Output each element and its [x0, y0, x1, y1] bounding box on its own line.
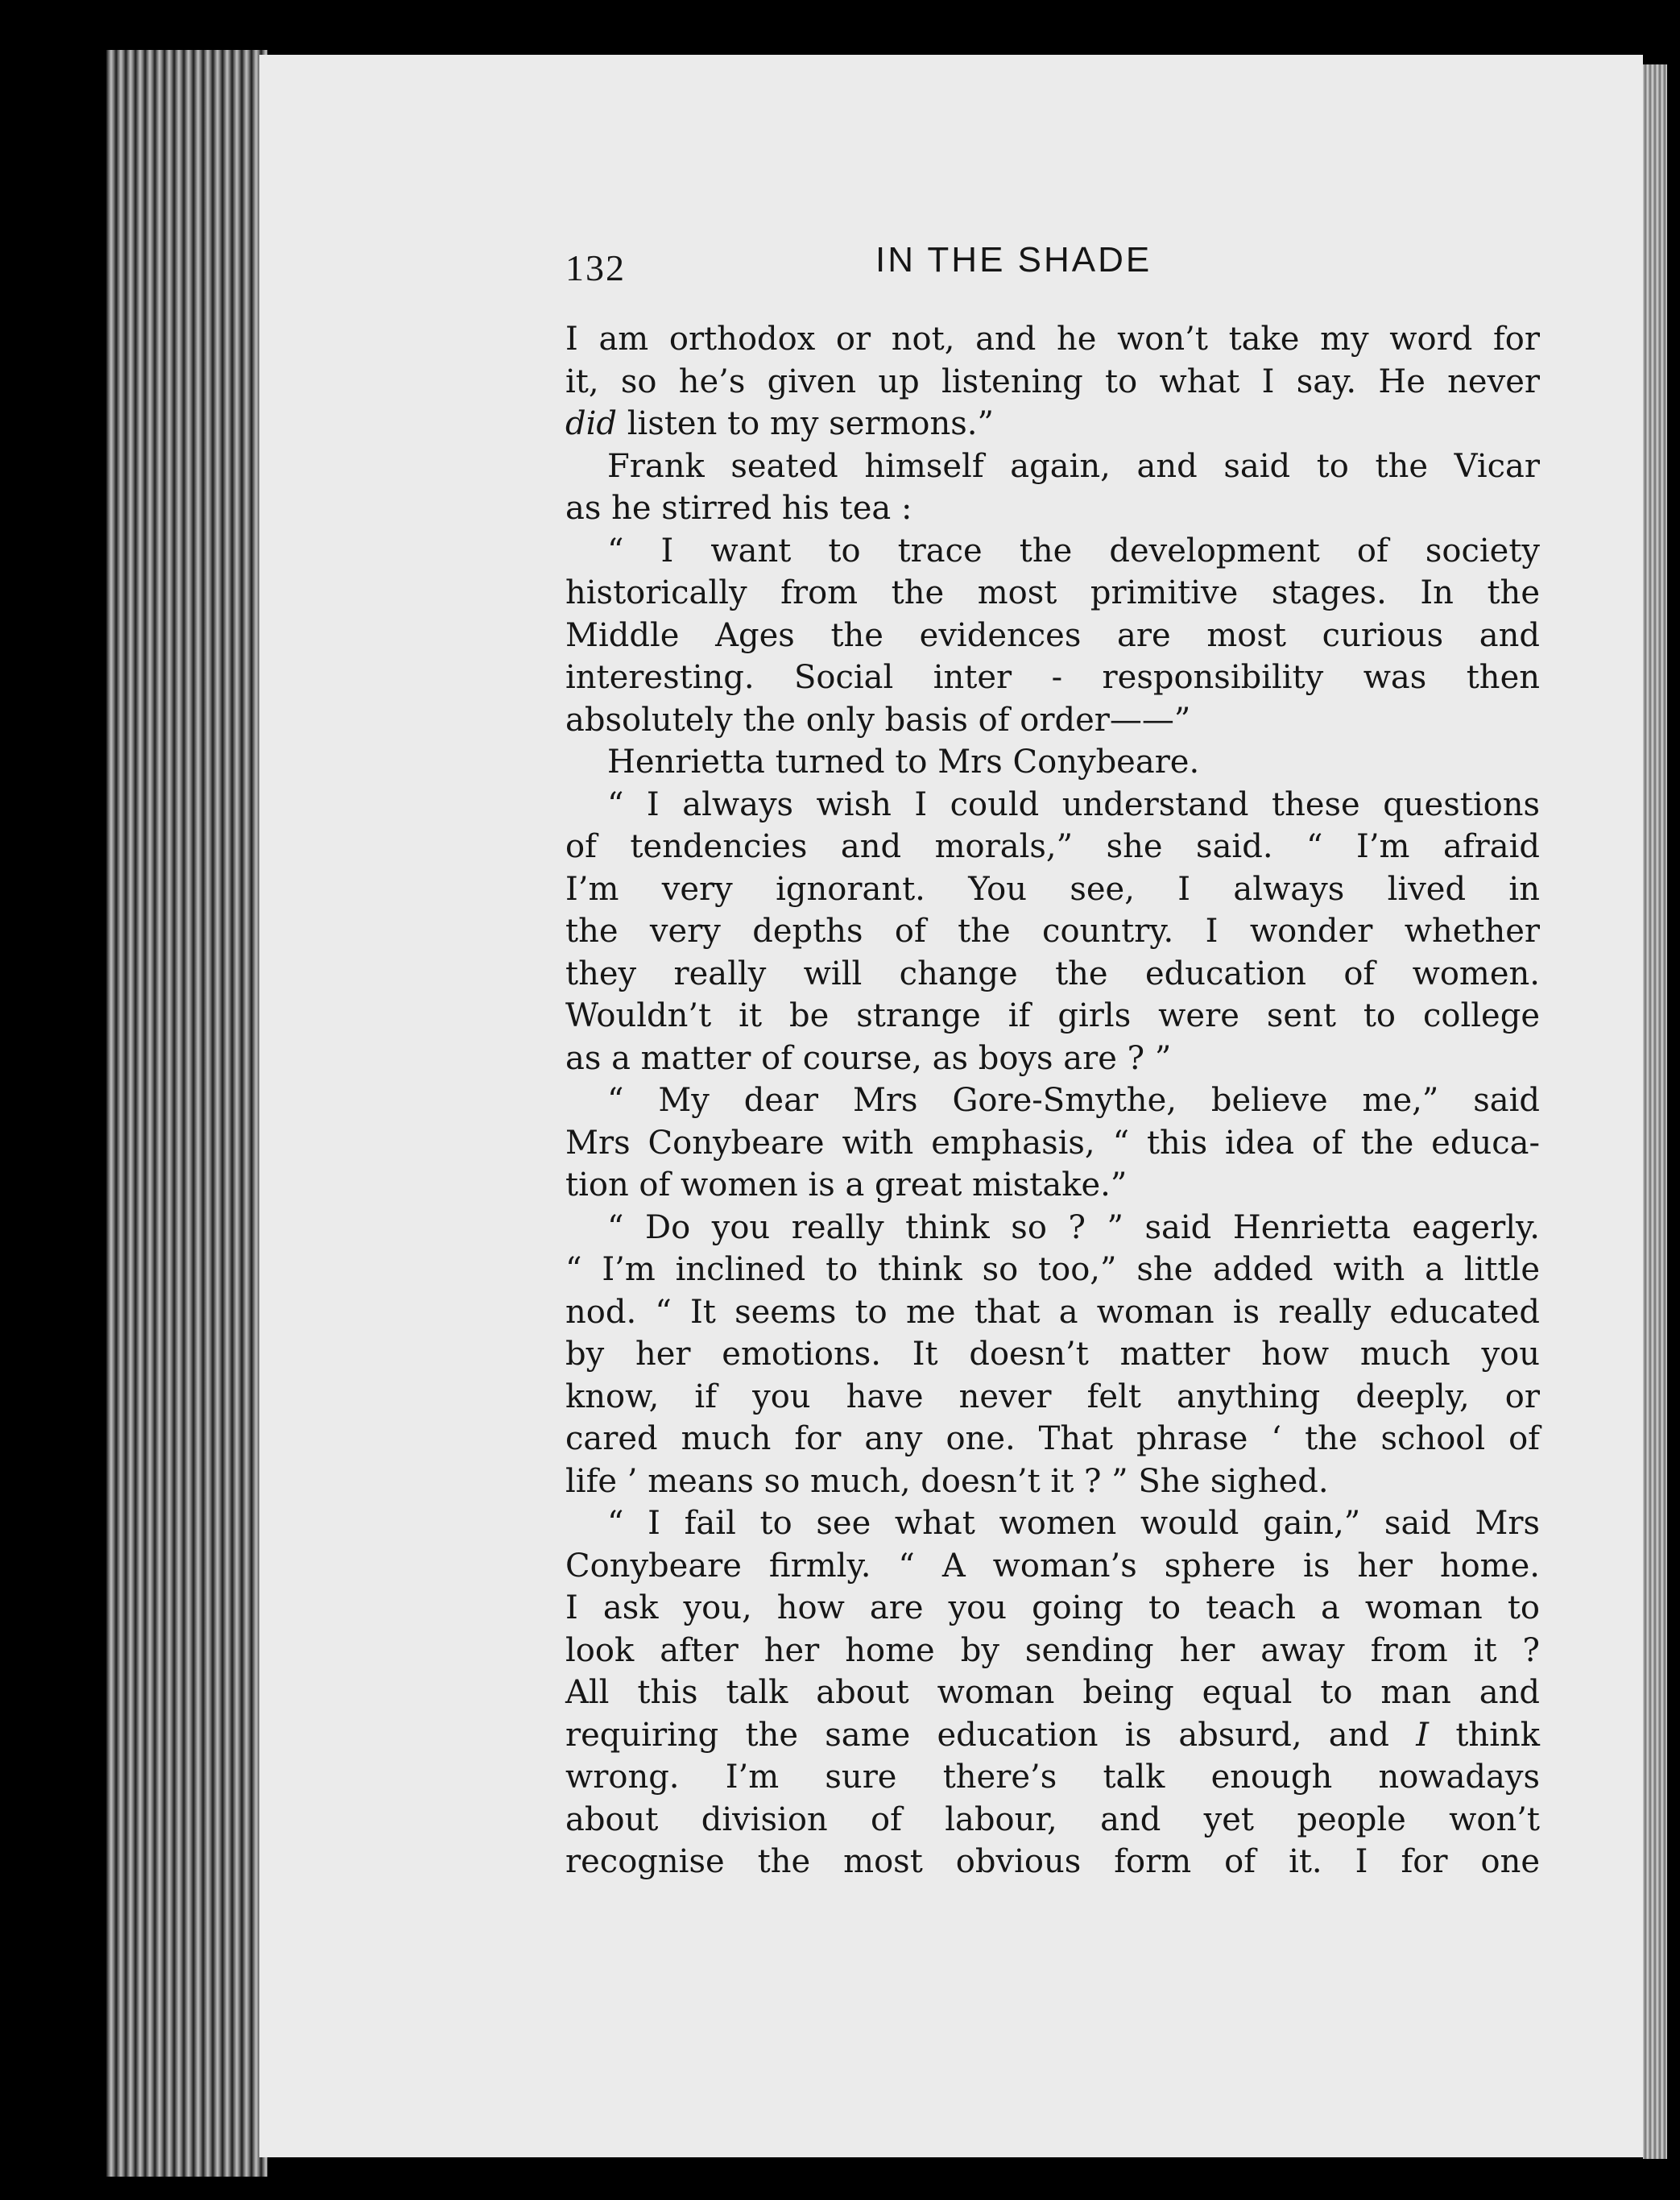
text-line: I ask you, how are you going to teach a woman to — [565, 1589, 1540, 1626]
text-line: as he stirred his tea : — [565, 490, 912, 527]
text-line: by her emotions. It doesn’t matter how much you — [565, 1336, 1540, 1373]
text-line-end: think — [1455, 1716, 1540, 1754]
text-line: wrong. I’m sure there’s talk enough nowadays — [565, 1759, 1540, 1796]
text-line — [565, 1714, 1540, 1757]
text-line: life ’ means so much, doesn’t it ? ” She sighed. — [565, 1462, 1329, 1500]
text-line: Mrs Conybeare with emphasis, “ this idea of the educa- — [565, 1124, 1540, 1162]
text-line: “ Do you really think so ? ” said Henrietta eagerly. — [607, 1208, 1540, 1246]
text-line: I’m very ignorant. You see, I always lived in — [565, 870, 1540, 908]
text-line: “ My dear Mrs Gore-Smythe, believe me,” said — [607, 1082, 1540, 1119]
text-line: know, if you have never felt anything deeply, or — [565, 1378, 1540, 1415]
text-line: “ I fail to see what women would gain,” said Mrs — [607, 1505, 1540, 1542]
text-line: it, so he’s given up listening to what I say. He never — [565, 363, 1540, 400]
page-number: 132 — [565, 247, 626, 288]
text-line: absolutely the only basis of order——” — [565, 701, 1191, 739]
text-line: nod. “ It seems to me that a woman is really educated — [565, 1293, 1540, 1331]
text-line: of tendencies and morals,” she said. “ I’m afraid — [565, 828, 1540, 865]
text-line — [565, 403, 1540, 445]
emphasis-I: I — [1416, 1716, 1430, 1754]
text-line: the very depths of the country. I wonder whether — [565, 913, 1540, 950]
text-line-start: requiring the same education is absurd, and — [565, 1716, 1390, 1754]
text-line: “ I want to trace the development of society — [607, 532, 1540, 570]
emphasis-did: did — [565, 405, 618, 442]
text-line: Middle Ages the evidences are most curious and — [565, 616, 1540, 654]
text-line: about division of labour, and yet people won’t — [565, 1800, 1540, 1838]
page-header — [565, 240, 1548, 296]
text-line: Henrietta turned to Mrs Conybeare. — [607, 744, 1200, 781]
text-line: Wouldn’t it be strange if girls were sent to college — [565, 997, 1540, 1034]
text-line: All this talk about woman being equal to man and — [565, 1674, 1540, 1711]
text-line: I am orthodox or not, and he won’t take my word for — [565, 321, 1540, 358]
text-line: tion of women is a great mistake.” — [565, 1166, 1128, 1204]
text-line: historically from the most primitive stages. In the — [565, 574, 1540, 611]
text-line: recognise the most obvious form of it. I for one — [565, 1843, 1540, 1880]
page-edges-right — [1643, 64, 1667, 2159]
text-line: cared much for any one. That phrase ‘ the school of — [565, 1420, 1540, 1457]
text-line: interesting. Social inter - responsibility was then — [565, 659, 1540, 696]
text-line-remainder: listen to my sermons.” — [627, 405, 994, 442]
text-line: they really will change the education of women. — [565, 955, 1540, 992]
text-line: “ I always wish I could understand these questions — [607, 785, 1540, 823]
text-line: look after her home by sending her away from it ? — [565, 1631, 1540, 1669]
running-title: IN THE SHADE — [875, 240, 1152, 280]
page-edges-left — [106, 50, 267, 2177]
text-line: Frank seated himself again, and said to the Vicar — [607, 447, 1540, 485]
text-line: as a matter of course, as boys are ? ” — [565, 1039, 1172, 1077]
text-line: Conybeare firmly. “ A woman’s sphere is her home. — [565, 1547, 1540, 1585]
text-line: “ I’m inclined to think so too,” she added with a little — [565, 1251, 1540, 1288]
body-text — [565, 318, 1540, 1883]
